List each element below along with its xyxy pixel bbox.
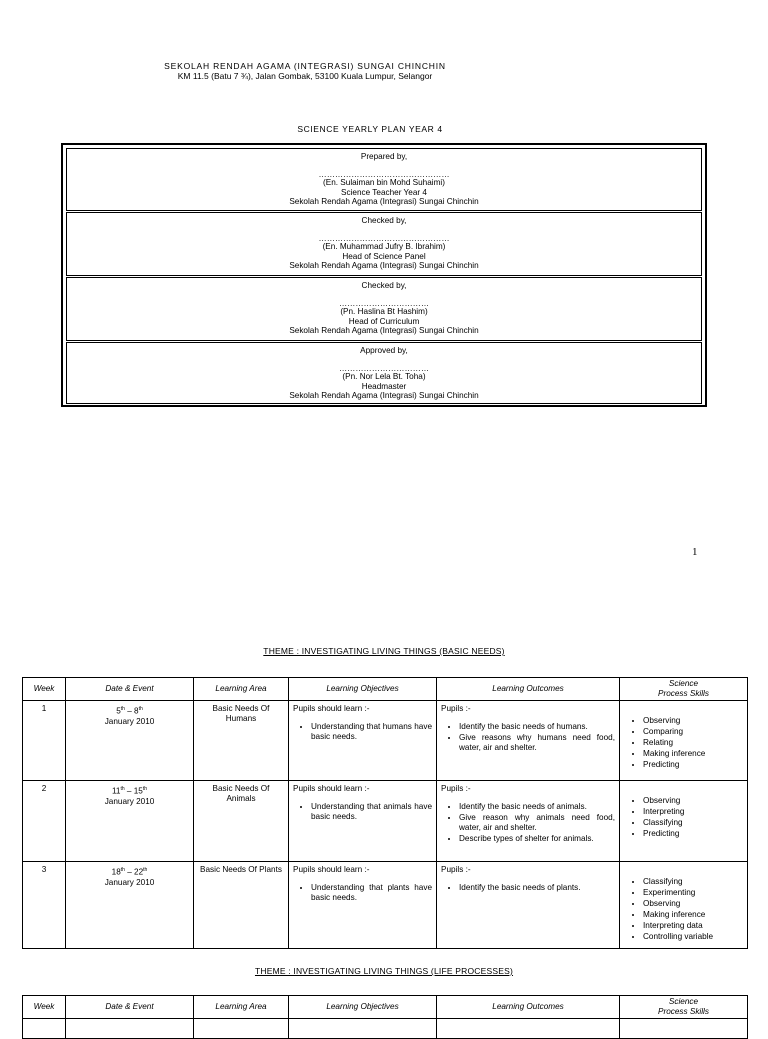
skill-item: • Classifying	[643, 877, 743, 887]
objectives-intro: Pupils should learn :-	[293, 784, 370, 793]
signature-name: (En. Muhammad Jufry B. Ibrahim)	[322, 242, 446, 252]
signature-name: (Pn. Nor Lela Bt. Toha)	[342, 372, 426, 382]
plan-title: SCIENCE YEARLY PLAN YEAR 4	[297, 124, 443, 134]
signature-name: (Pn. Haslina Bt Hashim)	[340, 307, 428, 317]
header-week: Week	[23, 996, 66, 1019]
learning-objectives-cell	[289, 781, 437, 862]
skill-item: • Relating	[643, 738, 743, 748]
date-month: January 2010	[104, 796, 155, 806]
outcomes-intro: Pupils :-	[441, 704, 471, 713]
signature-line: ……………………………	[338, 299, 430, 309]
process-skills-cell	[620, 862, 748, 949]
yearly-plan-table-life-processes	[22, 995, 748, 1039]
skill-item: • Making inference	[643, 749, 743, 759]
signature-box-checked-curriculum	[66, 277, 702, 341]
header-learning-objectives: Learning Objectives	[289, 678, 437, 701]
skill-item: • Observing	[643, 716, 743, 726]
table-header-row	[23, 996, 748, 1019]
signature-role: Headmaster	[361, 381, 407, 391]
table-row	[23, 781, 748, 862]
page-number: 1	[692, 546, 698, 558]
header-week: Week	[23, 678, 66, 701]
outcome-item: • Give reason why animals need food, water, air and shelter.	[459, 813, 615, 833]
date-end-suffix: th	[143, 867, 148, 873]
outcome-item: • Give reasons why humans need food, water, air and shelter.	[459, 733, 615, 753]
skill-item: • Observing	[643, 796, 743, 806]
skill-item: • Controlling variable	[643, 932, 743, 942]
outcomes-intro: Pupils :-	[441, 865, 471, 874]
table-header-row	[23, 678, 748, 701]
header-learning-area: Learning Area	[194, 996, 289, 1019]
outcome-item: • Describe types of shelter for animals.	[459, 834, 615, 844]
header-learning-area: Learning Area	[194, 678, 289, 701]
learning-outcomes-cell	[437, 781, 620, 862]
signature-heading: Checked by,	[361, 281, 407, 290]
theme-title-basic-needs: THEME : INVESTIGATING LIVING THINGS (BASIC NEEDS)	[263, 646, 505, 656]
header-learning-objectives: Learning Objectives	[289, 996, 437, 1019]
objective-item: • Understanding that humans have basic needs.	[311, 722, 432, 742]
week-cell: 3	[23, 862, 66, 949]
date-separator: –	[124, 867, 135, 877]
date-cell	[66, 781, 194, 862]
date-cell	[66, 862, 194, 949]
date-start: 11	[111, 786, 121, 796]
skill-item: • Interpreting	[643, 807, 743, 817]
signature-school: Sekolah Rendah Agama (Integrasi) Sungai Chinchin	[289, 391, 479, 401]
signature-role: Head of Science Panel	[342, 251, 426, 261]
outcome-item: • Identify the basic needs of humans.	[459, 722, 615, 732]
learning-outcomes-cell	[437, 862, 620, 949]
date-end: 22	[134, 867, 144, 877]
header-skills-line2: Process Skills	[658, 1007, 709, 1016]
week-cell: 2	[23, 781, 66, 862]
header-skills-line2: Process Skills	[658, 689, 709, 698]
objectives-intro: Pupils should learn :-	[293, 704, 370, 713]
outcome-item: • Identify the basic needs of animals.	[459, 802, 615, 812]
learning-objectives-cell	[289, 701, 437, 781]
signature-box-prepared	[66, 148, 702, 211]
objectives-intro: Pupils should learn :-	[293, 865, 370, 874]
signature-line: ……………………………	[338, 364, 430, 374]
learning-objectives-cell	[289, 862, 437, 949]
school-header	[0, 61, 610, 81]
date-end: 8	[134, 706, 139, 716]
skill-item: • Predicting	[643, 829, 743, 839]
date-start-suffix: th	[120, 786, 125, 792]
school-name: SEKOLAH RENDAH AGAMA (INTEGRASI) SUNGAI CHINCHIN	[164, 61, 446, 71]
signature-heading: Approved by,	[360, 346, 408, 355]
date-end-suffix: th	[138, 706, 143, 712]
signature-name: (En. Sulaiman bin Mohd Suhaimi)	[323, 178, 445, 188]
signature-panel	[61, 143, 707, 407]
date-start: 18	[111, 867, 121, 877]
header-skills-line1: Science	[668, 679, 699, 688]
signature-box-checked-science	[66, 212, 702, 276]
signature-line: …………………………………………	[318, 170, 450, 180]
objective-item: • Understanding that plants have basic needs.	[311, 883, 432, 903]
signature-heading: Checked by,	[361, 216, 407, 225]
signature-school: Sekolah Rendah Agama (Integrasi) Sungai Chinchin	[289, 197, 479, 207]
skill-item: • Predicting	[643, 760, 743, 770]
process-skills-cell	[620, 701, 748, 781]
signature-school: Sekolah Rendah Agama (Integrasi) Sungai Chinchin	[289, 261, 479, 271]
learning-area-cell: Basic Needs Of Animals	[194, 781, 289, 862]
learning-outcomes-cell	[437, 701, 620, 781]
theme-title-life-processes: THEME : INVESTIGATING LIVING THINGS (LIFE PROCESSES)	[254, 966, 514, 976]
skill-item: • Observing	[643, 899, 743, 909]
outcome-item: • Identify the basic needs of plants.	[459, 883, 615, 893]
skill-item: • Experimenting	[643, 888, 743, 898]
header-date-event: Date & Event	[66, 678, 194, 701]
header-skills-line1: Science	[668, 997, 699, 1006]
header-date-event: Date & Event	[66, 996, 194, 1019]
date-end-suffix: th	[142, 786, 148, 792]
date-separator: –	[124, 706, 135, 716]
table-row	[23, 1019, 748, 1039]
date-separator: –	[124, 786, 134, 796]
outcomes-intro: Pupils :-	[441, 784, 471, 793]
skill-item: • Classifying	[643, 818, 743, 828]
header-process-skills	[620, 996, 748, 1019]
school-address: KM 11.5 (Batu 7 ¾), Jalan Gombak, 53100 Kuala Lumpur, Selangor	[177, 71, 433, 81]
signature-line: …………………………………………	[318, 234, 450, 244]
week-cell: 1	[23, 701, 66, 781]
signature-school: Sekolah Rendah Agama (Integrasi) Sungai Chinchin	[289, 326, 479, 336]
signature-box-approved	[66, 342, 702, 404]
header-process-skills	[620, 678, 748, 701]
header-learning-outcomes: Learning Outcomes	[437, 678, 620, 701]
date-start-suffix: th	[120, 706, 125, 712]
skill-item: • Interpreting data	[643, 921, 743, 931]
signature-heading: Prepared by,	[360, 152, 408, 161]
header-learning-outcomes: Learning Outcomes	[437, 996, 620, 1019]
signature-role: Head of Curriculum	[348, 316, 420, 326]
skill-item: • Making inference	[643, 910, 743, 920]
date-end: 15	[133, 786, 143, 796]
date-month: January 2010	[104, 716, 155, 726]
table-row	[23, 862, 748, 949]
date-start-suffix: th	[120, 867, 125, 873]
yearly-plan-table-basic-needs	[22, 677, 748, 949]
objective-item: • Understanding that animals have basic needs.	[311, 802, 432, 822]
signature-role: Science Teacher Year 4	[341, 187, 427, 197]
skill-item: • Comparing	[643, 727, 743, 737]
table-row	[23, 701, 748, 781]
learning-area-cell: Basic Needs Of Plants	[194, 862, 289, 949]
date-start: 5	[116, 706, 121, 716]
date-cell	[66, 701, 194, 781]
learning-area-cell: Basic Needs Of Humans	[194, 701, 289, 781]
process-skills-cell	[620, 781, 748, 862]
date-month: January 2010	[104, 877, 155, 887]
